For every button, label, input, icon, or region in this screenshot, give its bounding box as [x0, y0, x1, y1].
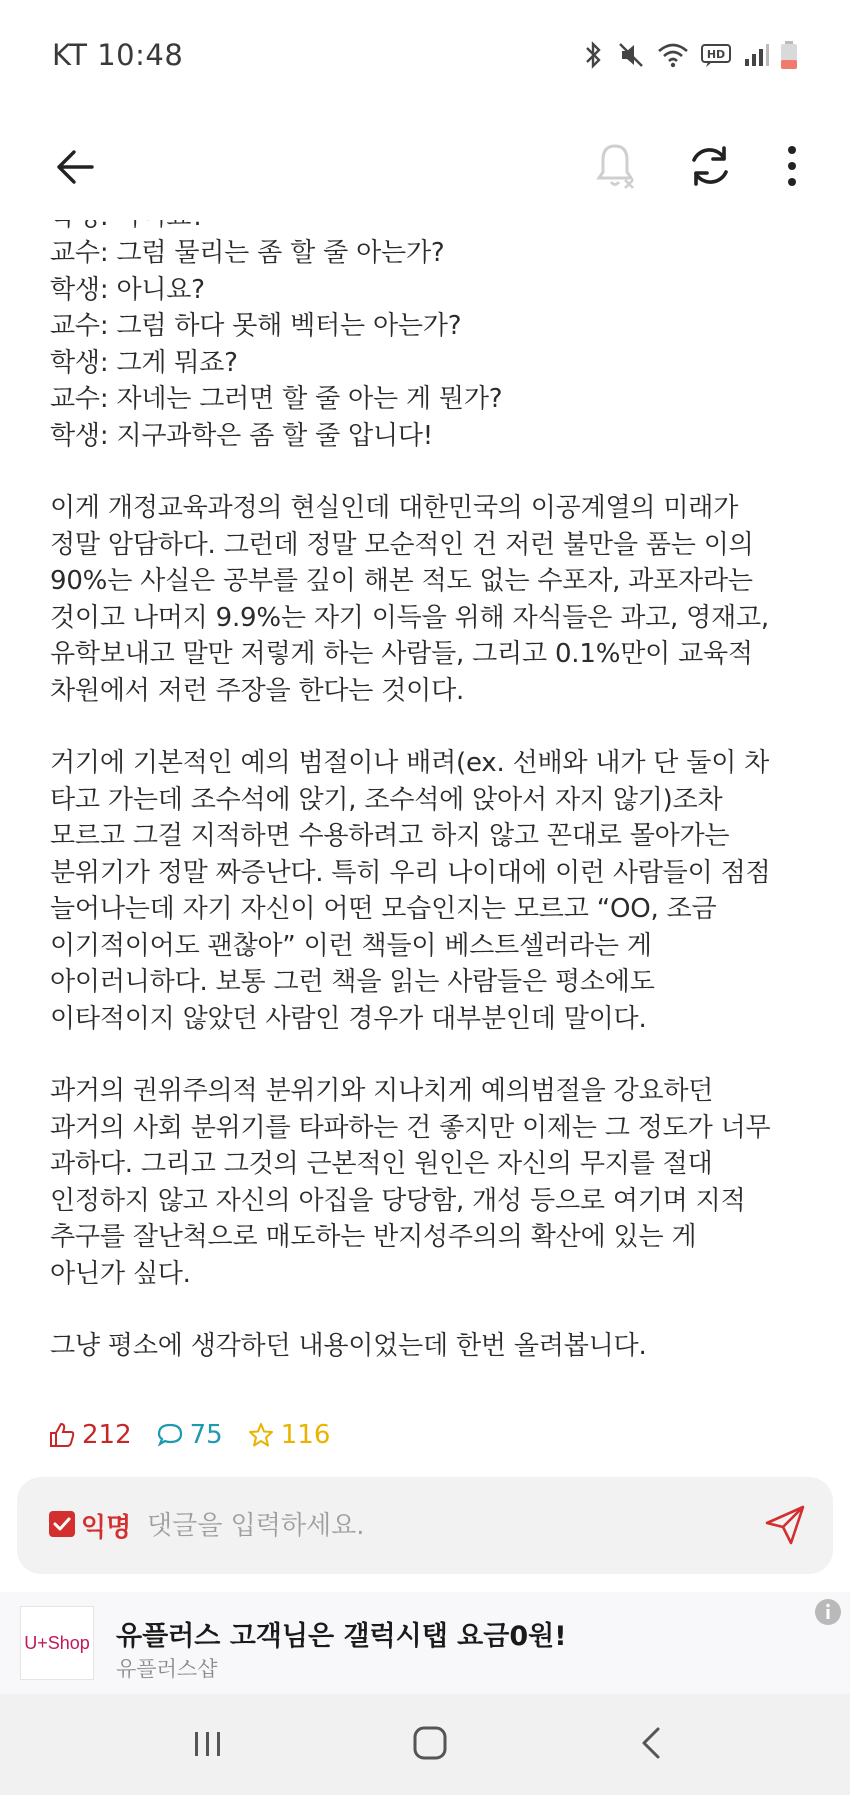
anonymous-label[interactable]: 익명: [81, 1513, 132, 1543]
post-body: [50, 162, 810, 1365]
post-line: 과거의 권위주의적 분위기와 지나치게 예의범절을 강요하던: [50, 1076, 714, 1106]
post-line: 학생: 그게 뭐죠?: [50, 347, 238, 378]
star-icon: [247, 1421, 275, 1449]
post-line: 교수: 자네는 그러면 할 줄 아는 게 뭔가?: [50, 384, 503, 414]
comment-input-bar: [17, 1477, 833, 1574]
svg-text:HD: HD: [706, 48, 726, 61]
post-line: 과하다. 그리고 그것의 근본적인 원인은 자신의 무지를 절대: [50, 1149, 713, 1179]
post-line: 거기에 기본적인 예의 범절이나 배려(ex. 선배와 내가 단 둘이 차: [50, 748, 770, 778]
carrier-time: KT 10:48: [52, 38, 184, 72]
paragraph-gap: [50, 454, 810, 490]
post-line: 교수: 그럼 하다 못해 벡터는 아는가?: [50, 311, 462, 341]
post-line: 아이러니하다. 보통 그런 책을 읽는 사람들은 평소에도: [50, 967, 655, 997]
post-line: 학생: 아니요?: [50, 274, 205, 305]
battery-icon: [780, 40, 798, 70]
status-bar: [0, 0, 850, 110]
top-app-bar: [0, 110, 850, 220]
post-line: 타고 가는데 조수석에 앉기, 조수석에 앉아서 자지 않기)조차: [50, 784, 723, 815]
back-arrow-icon[interactable]: [52, 144, 98, 190]
post-line: 늘어나는데 자기 자신이 어떤 모습인지는 모르고 “OO, 조금: [50, 894, 717, 924]
scrap-count[interactable]: [247, 1420, 331, 1450]
comment-input[interactable]: [145, 1503, 749, 1549]
ad-logo: [20, 1606, 94, 1680]
post-line: 이타적이지 않았던 사람인 경우가 대부분인데 말이다.: [50, 1003, 647, 1034]
post-line: 정말 암담하다. 그런데 정말 모순적인 건 저런 불만을 품는 이의: [50, 529, 754, 560]
post-line: 그냥 평소에 생각하던 내용이었는데 한번 올려봅니다.: [50, 1331, 647, 1361]
post-line: 아닌가 싶다.: [50, 1258, 191, 1289]
post-line: 교수: 그럼 물리는 좀 할 줄 아는가?: [50, 238, 445, 268]
ad-banner[interactable]: [0, 1592, 850, 1694]
post-line: 90%는 사실은 공부를 깊이 해본 적도 없는 수포자, 과포자라는: [50, 566, 753, 596]
send-icon[interactable]: [763, 1503, 807, 1547]
hd-voice-icon: [700, 41, 732, 69]
post-line: 분위기가 정말 짜증난다. 특히 우리 나이대에 이런 사람들이 점점: [50, 857, 771, 888]
info-icon[interactable]: [814, 1598, 842, 1626]
thumbs-up-icon: [48, 1421, 76, 1449]
ad-logo-text: U+Shop: [24, 1632, 90, 1653]
ad-title: 유플러스 고객님은 갤럭시탭 요금0원!: [116, 1621, 567, 1652]
wifi-icon: [656, 40, 690, 70]
refresh-icon[interactable]: [686, 140, 734, 192]
post-line: 유학보내고 말만 저렇게 하는 사람들, 그리고 0.1%만이 교육적: [50, 639, 753, 669]
paragraph-gap: [50, 1292, 810, 1328]
comment-count-value: 75: [189, 1420, 223, 1450]
mute-icon: [616, 40, 646, 70]
back-icon[interactable]: [632, 1723, 672, 1763]
post-line: 학생: 지구과학은 좀 할 줄 압니다!: [50, 420, 434, 451]
bluetooth-icon: [580, 40, 606, 70]
like-count[interactable]: [48, 1420, 132, 1450]
post-line: 차원에서 저런 주장을 한다는 것이다.: [50, 675, 465, 706]
post-line: 것이고 나머지 9.9%는 자기 이득을 위해 자식들은 과고, 영재고,: [50, 602, 769, 633]
signal-icon: [742, 41, 770, 69]
more-vertical-icon[interactable]: [776, 140, 808, 192]
status-icons: [580, 40, 798, 70]
notification-off-icon[interactable]: [592, 140, 638, 192]
home-icon[interactable]: [410, 1723, 450, 1763]
post-line: 모르고 그걸 지적하면 수용하려고 하지 않고 꼰대로 몰아가는: [50, 821, 730, 851]
post-line: 이기적이어도 괜찮아” 이런 책들이 베스트셀러라는 게: [50, 930, 652, 961]
anonymous-checkbox[interactable]: [49, 1511, 75, 1537]
post-line: 이게 개정교육과정의 현실인데 대한민국의 이공계열의 미래가: [50, 493, 739, 523]
recent-apps-icon[interactable]: [190, 1724, 226, 1764]
checkmark-icon: [49, 1511, 75, 1537]
ad-subtitle: 유플러스샵: [116, 1657, 218, 1681]
post-line: 인정하지 않고 자신의 아집을 당당함, 개성 등으로 여기며 지적: [50, 1185, 746, 1216]
comment-count[interactable]: [156, 1420, 223, 1450]
post-line: 추구를 잘난척으로 매도하는 반지성주의의 확산에 있는 게: [50, 1222, 697, 1252]
post-stats: [48, 1420, 354, 1450]
post-line: 과거의 사회 분위기를 타파하는 건 좋지만 이제는 그 정도가 너무: [50, 1112, 771, 1143]
paragraph-gap: [50, 1037, 810, 1073]
scrap-count-value: 116: [280, 1420, 331, 1450]
comment-bubble-icon: [156, 1421, 184, 1449]
paragraph-gap: [50, 709, 810, 745]
post-content: [0, 190, 850, 1480]
system-nav-bar: [0, 1694, 850, 1795]
like-count-value: 212: [82, 1420, 132, 1450]
